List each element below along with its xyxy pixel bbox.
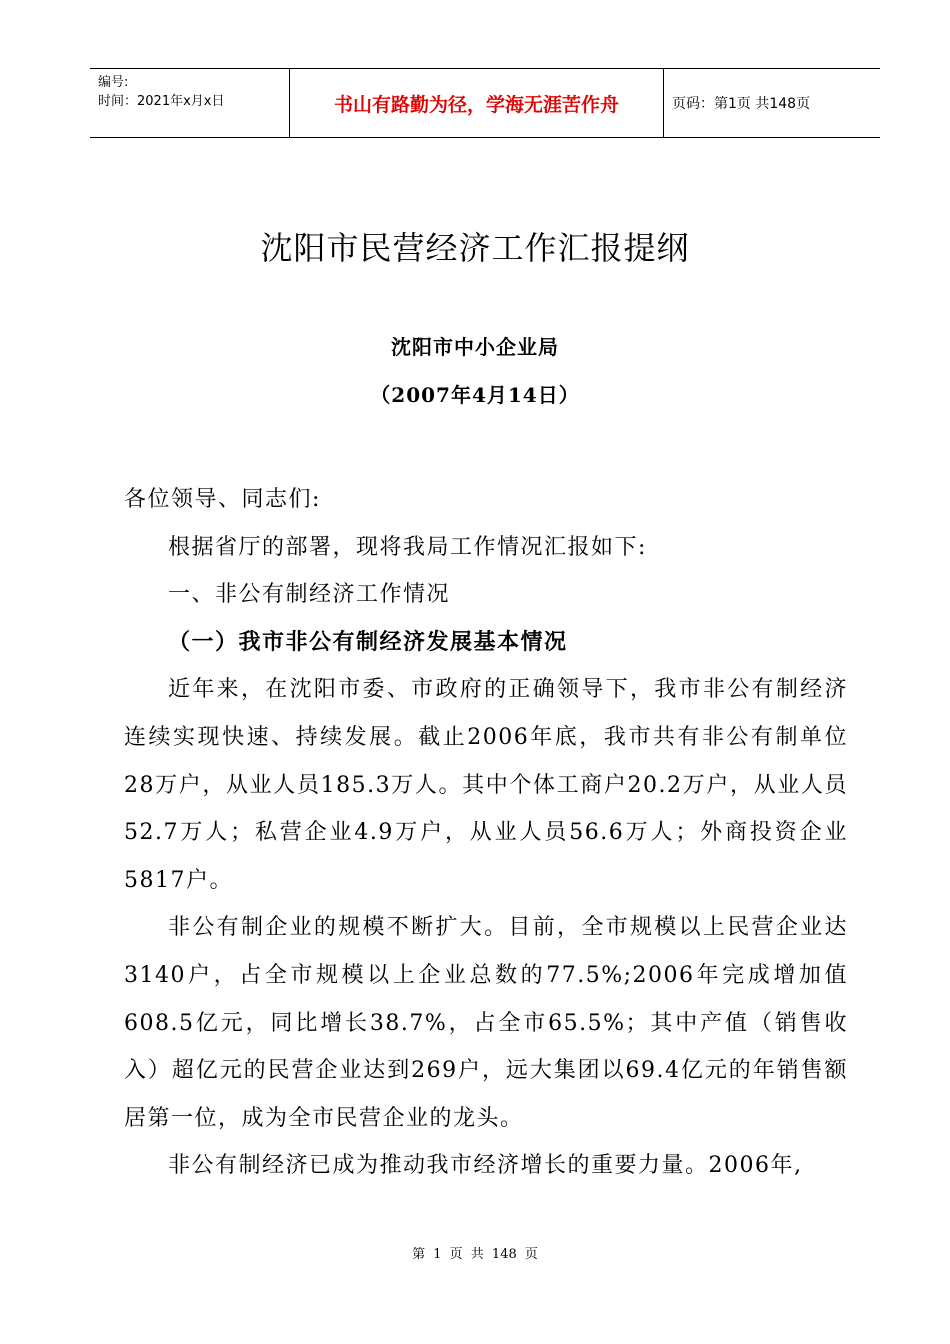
body-paragraph-2: 非公有制企业的规模不断扩大。目前，全市规模以上民营企业达3140户，占全市规模以上企业总数的77.5%;2006年完成增加值608.5亿元，同比增长38.7%，占全市65.5%；其中产值（销售收入）超亿元的民营企业达到269户，远大集团以69.4亿元的年销售额居第一位，成为全市民营企业的龙头。 — [124, 915, 848, 1131]
section-heading: 一、非公有制经济工作情况 — [168, 582, 451, 608]
document-issuer: 沈阳市中小企业局 — [391, 335, 559, 359]
salutation: 各位领导、同志们: — [124, 487, 321, 512]
header-meta — [90, 69, 290, 137]
header-page-info: 页码：第1页 共148页 — [672, 96, 811, 112]
intro-paragraph: 根据省厅的部署，现将我局工作情况汇报如下: — [168, 534, 647, 560]
page-footer: 第 1 页 共 148 页 — [412, 1247, 538, 1262]
body-paragraph-3: 非公有制经济已成为推动我市经济增长的重要力量。2006年, — [168, 1153, 803, 1179]
header-motto: 书山有路勤为径，学海无涯苦作舟 — [290, 69, 664, 137]
document-number-label: 编号: — [98, 75, 129, 90]
subsection-heading: （一）我市非公有制经济发展基本情况 — [168, 628, 568, 655]
body-paragraph-1: 近年来，在沈阳市委、市政府的正确领导下，我市非公有制经济连续实现快速、持续发展。截止2006年底，我市共有非公有制单位28万户，从业人员185.3万人。其中个体工商户20.2万户，从业人员52.7万人；私营企业4.9万户，从业人员56.6万人；外商投资企业5817户。 — [124, 677, 848, 893]
page-header — [90, 68, 880, 138]
document-body — [124, 476, 848, 1190]
document-date: （2007年4月14日） — [370, 383, 580, 407]
document-title: 沈阳市民营经济工作汇报提纲 — [260, 229, 690, 267]
document-time-label: 时间：2021年x月x日 — [98, 94, 225, 109]
